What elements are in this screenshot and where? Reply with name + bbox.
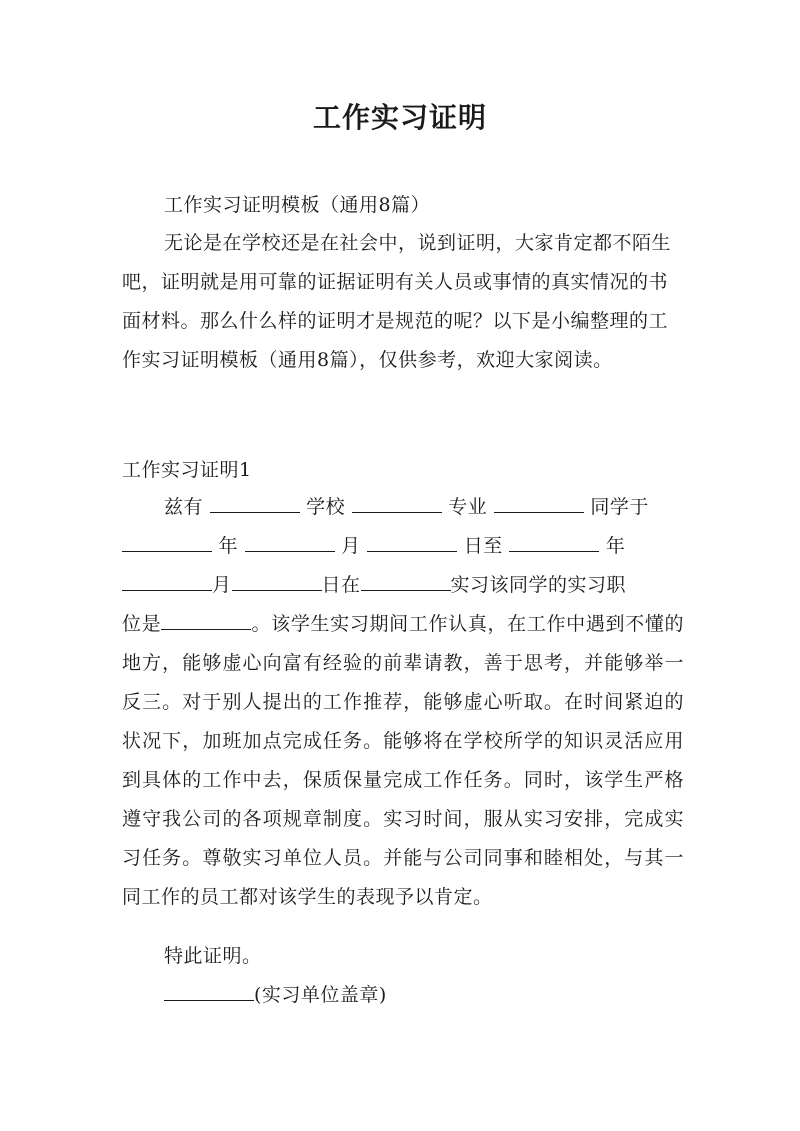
text-segment: 位是	[122, 613, 162, 635]
start-year-blank	[122, 529, 212, 552]
text-segment: 学校	[306, 496, 346, 518]
seal-blank	[164, 978, 254, 1001]
body-line-2	[122, 527, 684, 566]
text-segment: 日在	[321, 574, 361, 596]
certificate-body	[122, 488, 684, 917]
company-blank	[361, 568, 451, 591]
text-segment: 年	[218, 535, 239, 557]
start-day-blank	[367, 529, 457, 552]
text-segment: 实习该同学的实习职	[450, 574, 627, 596]
start-month-blank	[245, 529, 335, 552]
end-month-blank	[122, 568, 212, 591]
body-line-3	[122, 566, 684, 605]
text-segment: 日至	[463, 535, 503, 557]
document-subtitle: 工作实习证明模板（通用8篇）	[164, 194, 431, 216]
seal-line	[122, 976, 726, 1015]
body-rest-text: 。该学生实习期间工作认真，在工作中遇到不懂的地方，能够虚心向富有经验的前辈请教，善于思考，并能够举一反三。对于别人提出的工作推荐，能够虚心听取。在时间紧迫的状况下，加班加点完成任务。能够将在学校所学的知识灵活应用到具体的工作中去，保质保量完成工作任务。同时，该学生严格遵守我公司的各项规章制度。实习时间，服从实习安排，完成实习任务。尊敬实习单位人员。并能与公司同事和睦相处，与其一同工作的员工都对该学生的表现予以肯定。	[122, 613, 684, 908]
closing-text: 特此证明。	[164, 945, 262, 967]
position-blank	[161, 607, 251, 630]
text-segment: 月	[212, 574, 232, 596]
section-heading: 工作实习证明1	[122, 459, 252, 481]
text-segment: 年	[605, 535, 626, 557]
document-title: 工作实习证明	[312, 101, 487, 134]
text-segment: 月	[341, 535, 361, 557]
body-line-1	[122, 488, 684, 527]
text-segment: 兹有	[164, 496, 204, 518]
major-blank	[352, 490, 442, 513]
body-line-4	[122, 605, 684, 917]
intro-paragraph: 无论是在学校还是在社会中，说到证明，大家肯定都不陌生吧，证明就是用可靠的证据证明有关人员或事情的真实情况的书面材料。那么什么样的证明才是规范的呢？以下是小编整理的工作实习证明模板（通用8篇），仅供参考，欢迎大家阅读。	[122, 232, 672, 371]
text-segment: 同学于	[590, 496, 649, 518]
end-year-blank	[509, 529, 599, 552]
text-segment: 专业	[448, 496, 488, 518]
student-blank	[494, 490, 584, 513]
end-day-blank	[232, 568, 322, 591]
school-blank	[210, 490, 300, 513]
seal-label: (实习单位盖章)	[254, 984, 387, 1006]
